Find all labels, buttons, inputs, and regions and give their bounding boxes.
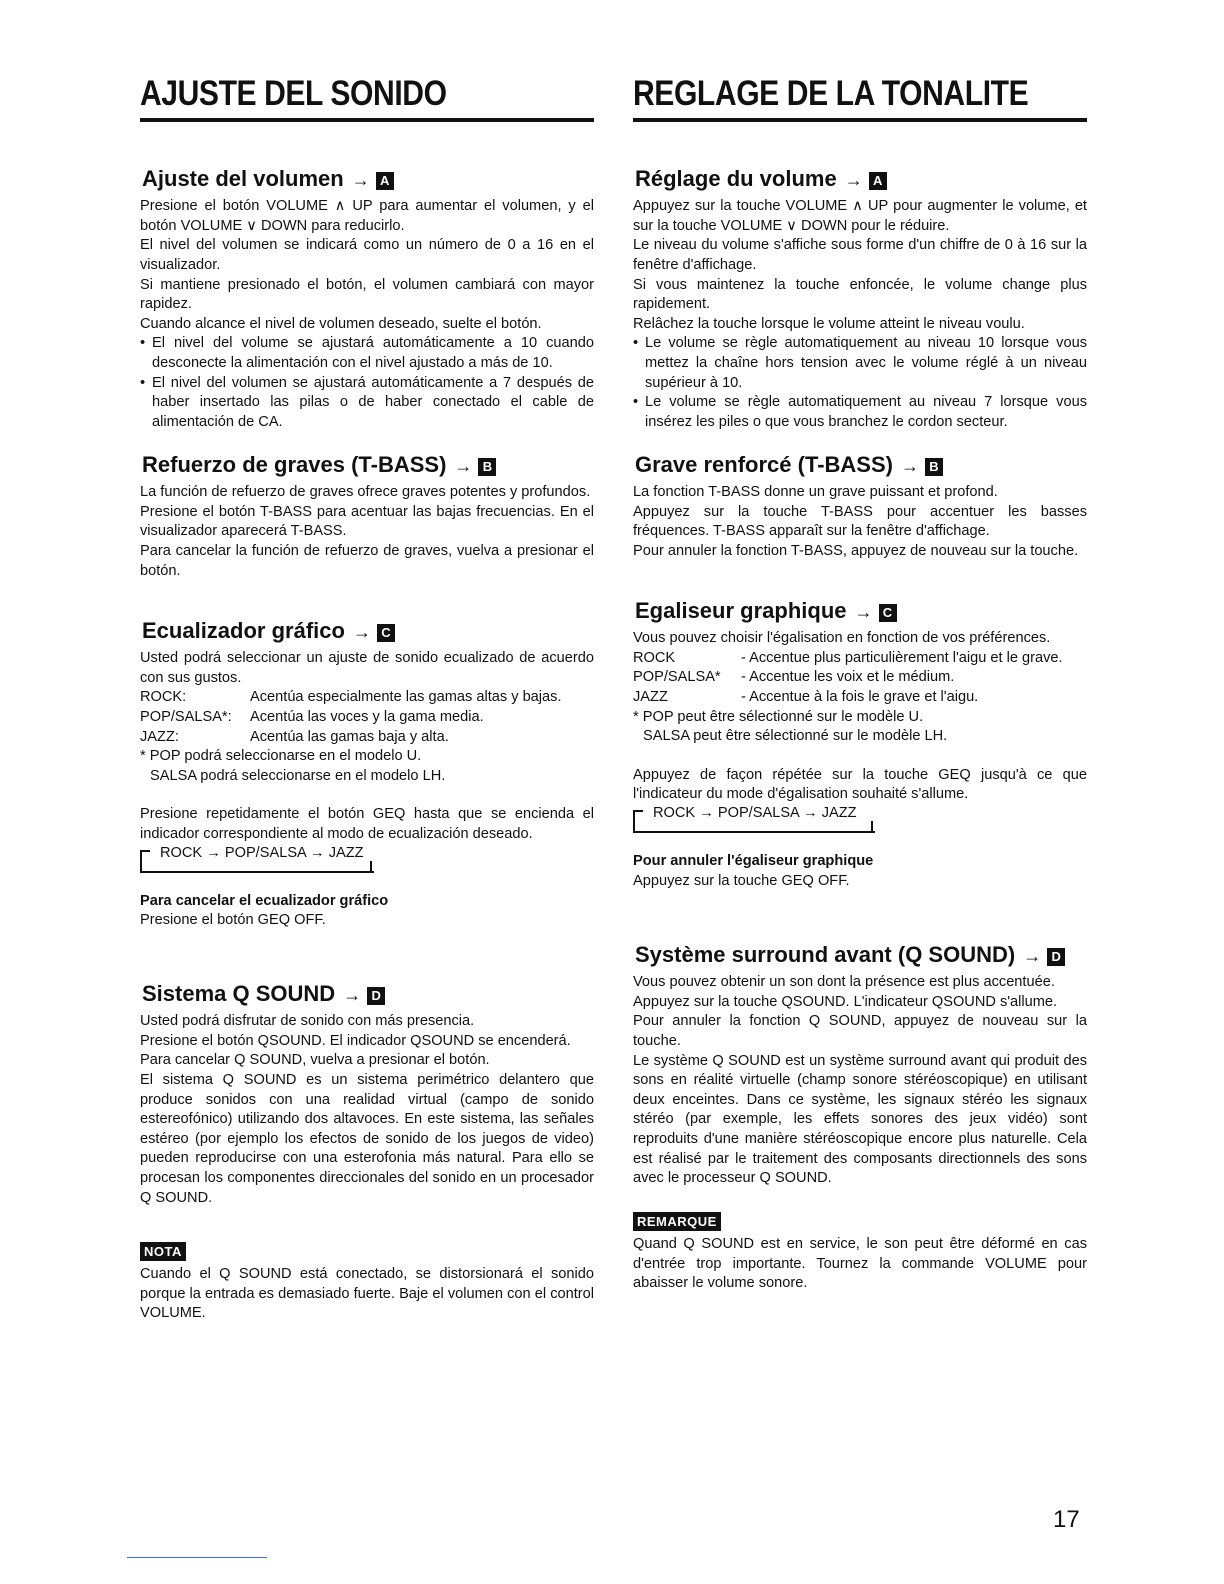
geq-es-press: Presione repetidamente el botón GEQ hasta que se encienda el indicador correspondiente al modo de ecualización deseado. (140, 806, 594, 843)
qsound-fr-p1: Vous pouvez obtenir un son dont la présence est plus accentuée. (633, 974, 1055, 991)
geq-cycle-text: ROCK → POP/SALSA → JAZZ (160, 844, 364, 861)
mode-name: ROCK: (140, 689, 187, 706)
volume-es-p1: Presione el botón VOLUME ∧ UP para aumentar el volumen, y el botón VOLUME ∨ DOWN para reducirlo. (140, 198, 594, 234)
figure-ref-d-icon: D (367, 987, 385, 1005)
mode-desc: - Accentue les voix et le médium. (741, 669, 955, 686)
geq-mode-row (633, 649, 1087, 669)
geq-mode-row (140, 728, 594, 748)
arrow-icon: → (844, 170, 863, 190)
arrow-icon: → (454, 456, 473, 476)
tbass-es-p1: La función de refuerzo de graves ofrece graves potentes y profundos. (140, 484, 591, 501)
mode-name: POP/SALSA*: (140, 709, 232, 726)
geq-fr-intro: Vous pouvez choisir l'égalisation en fonction de vos préférences. (633, 630, 1051, 647)
note-fr (633, 1212, 1087, 1294)
title-rule-fr (633, 118, 1087, 122)
mode-name: JAZZ: (140, 728, 179, 745)
arrow-icon: → (1023, 946, 1042, 966)
list-item: • Le volume se règle automatiquement au niveau 7 lorsque vous insérez les piles o que vous branchez le cordon secteur. (633, 393, 1087, 432)
mode-desc: Acentúa las voces y la gama media. (250, 709, 484, 726)
arrow-icon: → (352, 622, 371, 642)
volume-es-p2: El nivel del volumen se indicará como un número de 0 a 16 en el visualizador. (140, 237, 594, 274)
mode-name: JAZZ (633, 689, 668, 706)
qsound-es-p3: Para cancelar Q SOUND, vuelva a presionar el botón. (140, 1052, 490, 1069)
qsound-es-p1: Usted podrá disfrutar de sonido con más presencia. (140, 1013, 475, 1030)
note-es-text: Cuando el Q SOUND está conectado, se distorsionará el sonido porque la entrada es demasiado fuerte. Baje el volumen con el control VOLUME. (140, 1266, 594, 1322)
arrow-icon: → (900, 456, 919, 476)
note-es (140, 1242, 594, 1324)
volume-fr-p4: Relâchez la touche lorsque le volume atteint le niveau voulu. (633, 315, 1025, 332)
list-item: • El nivel del volumen se ajustará automáticamente a 7 después de haber insertado las pilas o de haber conectado el cable de alimentación de CA. (140, 374, 594, 433)
arrow-icon: → (351, 170, 370, 190)
heading-qsound-fr (635, 942, 1087, 967)
volume-fr-p3: Si vous maintenez la touche enfoncée, le volume change plus rapidement. (633, 276, 1087, 313)
qsound-fr-p3: Pour annuler la fonction Q SOUND, appuyez de nouveau sur la touche. (633, 1013, 1087, 1050)
mode-desc: - Accentue plus particulièrement l'aigu et le grave. (741, 649, 1063, 666)
section-volume-es (140, 166, 594, 432)
page-title-es: AJUSTE DEL SONIDO (140, 74, 447, 113)
note-badge: REMARQUE (633, 1212, 721, 1231)
geq-es-cancel-title: Para cancelar el ecualizador gráfico (140, 892, 389, 909)
geq-es-cancel-text: Presione el botón GEQ OFF. (140, 912, 326, 929)
volume-fr-p2: Le niveau du volume s'affiche sous forme d'un chiffre de 0 à 16 sur la fenêtre d'affichage. (633, 237, 1087, 274)
heading-volume-fr (635, 166, 1087, 191)
section-tbass-es (140, 452, 594, 581)
geq-cycle-diagram (140, 845, 594, 879)
geq-es-intro: Usted podrá seleccionar un ajuste de sonido ecualizado de acuerdo con sus gustos. (140, 650, 594, 686)
arrow-icon: → (854, 602, 873, 622)
geq-fr-note1: * POP peut être sélectionné sur le modèle U. (633, 708, 924, 725)
qsound-es-p4: El sistema Q SOUND es un sistema perimétrico delantero que produce sonidos con una realidad virtual (campo de sonido estereofónico) utilizando dos altavoces. En este sistema, las señales estéreo (por ejemplo los efectos de sonido de los juegos de video) pueden reproducirse con una esterofonia más natural. Para ello se procesan los componentes direccionales del sonido en un procesador Q SOUND. (140, 1072, 594, 1206)
qsound-es-p2: Presione el botón QSOUND. El indicador QSOUND se encenderá. (140, 1032, 571, 1049)
geq-mode-row (140, 688, 594, 708)
section-geq-fr (633, 598, 1087, 891)
figure-ref-a-icon: A (869, 172, 887, 190)
figure-ref-b-icon: B (478, 458, 496, 476)
geq-es-note1: * POP podrá seleccionarse en el modelo U. (140, 748, 422, 765)
heading-qsound-es-text: Sistema Q SOUND (142, 981, 336, 1006)
section-volume-fr (633, 166, 1087, 432)
geq-fr-cancel-text: Appuyez sur la touche GEQ OFF. (633, 872, 850, 889)
figure-ref-c-icon: C (377, 624, 395, 642)
volume-fr-p1: Appuyez sur la touche VOLUME ∧ UP pour augmenter le volume, et sur la touche VOLUME ∨ DOWN pour le réduire. (633, 198, 1087, 234)
volume-es-p3: Si mantiene presionado el botón, el volumen cambiará con mayor rapidez. (140, 276, 594, 313)
geq-mode-row (633, 668, 1087, 688)
page-number: 17 (1053, 1506, 1080, 1533)
page-title-fr: REGLAGE DE LA TONALITE (633, 74, 1029, 113)
section-tbass-fr (633, 452, 1087, 562)
title-rule-es (140, 118, 594, 122)
geq-cycle-diagram (633, 805, 1087, 839)
geq-fr-cancel-title: Pour annuler l'égaliseur graphique (633, 853, 874, 870)
volume-es-p4: Cuando alcance el nivel de volumen deseado, suelte el botón. (140, 315, 542, 332)
geq-cycle-text: ROCK → POP/SALSA → JAZZ (653, 805, 857, 822)
mode-desc: Acentúa las gamas baja y alta. (250, 728, 449, 745)
scan-artifact-line (127, 1557, 267, 1558)
heading-tbass-fr-text: Grave renforcé (T-BASS) (635, 452, 893, 477)
cycle-loop-line (871, 821, 873, 832)
heading-geq-es (142, 618, 594, 643)
heading-tbass-es-text: Refuerzo de graves (T-BASS) (142, 452, 447, 477)
heading-geq-es-text: Ecualizador gráfico (142, 618, 345, 643)
tbass-es-p2: Presione el botón T-BASS para acentuar las bajas frecuencias. En el visualizador aparecerá T-BASS. (140, 503, 594, 540)
heading-geq-fr-text: Egaliseur graphique (635, 598, 847, 623)
list-item: • El nivel del volume se ajustará automáticamente a 10 cuando desconecte la alimentación con el nivel ajustado a más de 10. (140, 334, 594, 373)
heading-geq-fr (635, 598, 1087, 623)
heading-qsound-fr-text: Système surround avant (Q SOUND) (635, 942, 1016, 967)
section-qsound-fr (633, 942, 1087, 1189)
heading-volume-es (142, 166, 594, 191)
tbass-fr-p2: Appuyez sur la touche T-BASS pour accentuer les basses fréquences. T-BASS apparaît sur la fenêtre d'affichage. (633, 503, 1087, 540)
tbass-fr-p3: Pour annuler la fonction T-BASS, appuyez de nouveau sur la touche. (633, 543, 1079, 560)
heading-qsound-es (142, 981, 594, 1006)
figure-ref-d-icon: D (1047, 948, 1065, 966)
figure-ref-b-icon: B (925, 458, 943, 476)
geq-es-note2: SALSA podrá seleccionarse en el modelo LH. (150, 767, 446, 784)
volume-fr-bullets (633, 334, 1087, 432)
geq-mode-row (140, 708, 594, 728)
heading-tbass-es (142, 452, 594, 477)
tbass-es-p3: Para cancelar la función de refuerzo de graves, vuelva a presionar el botón. (140, 543, 594, 579)
note-badge: NOTA (140, 1242, 186, 1261)
geq-fr-note2: SALSA peut être sélectionné sur le modèle LH. (643, 728, 948, 745)
note-fr-text: Quand Q SOUND est en service, le son peut être déformé en cas d'entrée trop importante. Tournez la commande VOLUME pour abaisser le volume sonore. (633, 1236, 1087, 1292)
mode-name: ROCK (633, 649, 676, 666)
mode-desc: - Accentue à la fois le grave et l'aigu. (741, 689, 979, 706)
cycle-loop-line (633, 810, 643, 812)
heading-volume-fr-text: Réglage du volume (635, 166, 837, 191)
heading-tbass-fr (635, 452, 1087, 477)
figure-ref-a-icon: A (376, 172, 394, 190)
mode-desc: Acentúa especialmente las gamas altas y bajas. (250, 689, 562, 706)
heading-volume-es-text: Ajuste del volumen (142, 166, 344, 191)
arrow-icon: → (343, 985, 362, 1005)
qsound-fr-p2: Appuyez sur la touche QSOUND. L'indicateur QSOUND s'allume. (633, 993, 1058, 1010)
mode-name: POP/SALSA* (633, 669, 721, 686)
section-geq-es (140, 618, 594, 931)
geq-fr-press: Appuyez de façon répétée sur la touche GEQ jusqu'à ce que l'indicateur du mode d'égalisation souhaité s'allume. (633, 766, 1087, 803)
geq-mode-row (633, 688, 1087, 708)
cycle-loop-line (370, 861, 372, 872)
section-qsound-es (140, 981, 594, 1208)
cycle-loop-line (140, 850, 150, 852)
figure-ref-c-icon: C (879, 604, 897, 622)
list-item: • Le volume se règle automatiquement au niveau 10 lorsque vous mettez la chaîne hors tension avec le volume réglé à un niveau supérieur à 10. (633, 334, 1087, 393)
volume-es-bullets (140, 334, 594, 432)
tbass-fr-p1: La fonction T-BASS donne un grave puissant et profond. (633, 484, 998, 501)
qsound-fr-p4: Le système Q SOUND est un système surround avant qui produit des sons en réalité virtuelle (champ sonore stéréoscopique) en utilisant deux enceintes. Dans ce système, les signaux stéréo les signaux stéréo (par exemple, les effets sonores des jeux vidéo) sont reproduits d'une manière stéréoscopique encore plus naturelle. Cela est réalisé par le traitement des composants directionnels des sons avec le processeur Q SOUND. (633, 1052, 1087, 1187)
